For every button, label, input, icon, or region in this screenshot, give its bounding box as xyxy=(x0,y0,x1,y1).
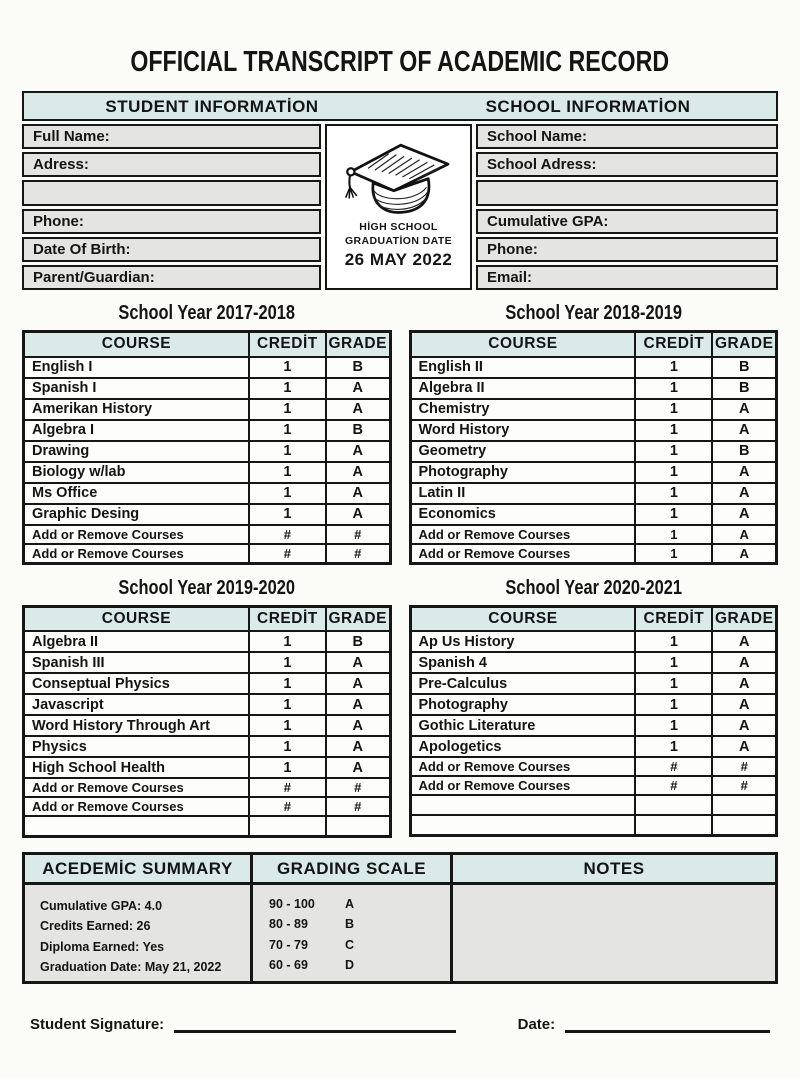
credit-cell: 1 xyxy=(249,483,326,504)
table-row xyxy=(24,631,391,652)
credit-cell xyxy=(635,815,712,836)
course-cell: Apologetics xyxy=(410,736,635,757)
table-row xyxy=(24,778,391,797)
credit-cell: 1 xyxy=(249,694,326,715)
course-cell: Photography xyxy=(410,694,635,715)
course-cell: Amerikan History xyxy=(24,399,249,420)
credit-cell: 1 xyxy=(635,544,712,564)
grading-scale-body xyxy=(253,885,450,981)
school-year-title xyxy=(409,577,779,600)
year-block-2019-2020 xyxy=(22,575,392,839)
course-cell: Pre-Calculus xyxy=(410,673,635,694)
course-cell: Add or Remove Courses xyxy=(410,757,635,776)
table-row xyxy=(24,441,391,462)
table-row xyxy=(410,378,777,399)
table-row xyxy=(410,736,777,757)
course-cell: Biology w/lab xyxy=(24,462,249,483)
grade-cell: A xyxy=(712,504,776,525)
course-cell: Gothic Literature xyxy=(410,715,635,736)
student-field-row-5 xyxy=(22,265,321,290)
course-table xyxy=(22,330,392,565)
student-information-header: STUDENT INFORMATİON xyxy=(105,97,319,116)
empty-table-row xyxy=(410,815,777,836)
school-year-title-text: School Year 2020-2021 xyxy=(504,576,682,599)
grade-cell: B xyxy=(712,378,776,399)
grade-cell: A xyxy=(326,715,390,736)
course-cell: Add or Remove Courses xyxy=(24,778,249,797)
grade-cell: # xyxy=(712,776,776,795)
grade-cell: A xyxy=(712,544,776,564)
table-row xyxy=(24,399,391,420)
grade-header: GRADE xyxy=(326,606,390,631)
school-year-row-2 xyxy=(22,575,778,839)
table-row xyxy=(24,357,391,378)
grade-cell: B xyxy=(712,357,776,378)
grade-cell: A xyxy=(326,399,390,420)
student-signature-label: Student Signature: xyxy=(30,1016,165,1033)
graduation-cap-box xyxy=(325,124,472,290)
credit-header: CREDİT xyxy=(635,332,712,357)
summary-line-3: Graduation Date: May 21, 2022 xyxy=(40,959,222,974)
school-field-label: Phone: xyxy=(487,240,538,258)
credit-cell: 1 xyxy=(249,736,326,757)
grade-header: GRADE xyxy=(712,606,776,631)
school-field-row-2 xyxy=(476,180,778,205)
table-row xyxy=(410,673,777,694)
course-cell xyxy=(410,815,635,836)
grade-cell: A xyxy=(712,652,776,673)
table-row xyxy=(410,504,777,525)
table-row xyxy=(410,715,777,736)
table-row xyxy=(24,736,391,757)
grade-letter: D xyxy=(345,957,355,972)
student-field-label: Parent/Guardian: xyxy=(33,268,155,286)
credit-cell: 1 xyxy=(635,378,712,399)
course-cell: Algebra II xyxy=(24,631,249,652)
course-cell: Chemistry xyxy=(410,399,635,420)
school-field-label: Email: xyxy=(487,268,533,286)
student-field-row-3 xyxy=(22,209,321,234)
graduation-cap-icon xyxy=(338,134,460,220)
course-cell: Conseptual Physics xyxy=(24,673,249,694)
credit-cell: 1 xyxy=(249,673,326,694)
grade-letter: B xyxy=(345,917,355,932)
table-row xyxy=(410,483,777,504)
year-block-2017-2018 xyxy=(22,300,392,565)
course-cell: Photography xyxy=(410,462,635,483)
date-line xyxy=(565,1030,770,1033)
credit-header: CREDİT xyxy=(249,332,326,357)
school-field-row-1 xyxy=(476,152,778,177)
credit-cell: 1 xyxy=(249,378,326,399)
course-cell: Javascript xyxy=(24,694,249,715)
credit-cell: 1 xyxy=(635,736,712,757)
credit-cell: # xyxy=(635,757,712,776)
graduation-caption-line1: HİGH SCHOOL xyxy=(359,221,438,233)
grade-cell: A xyxy=(326,736,390,757)
page-title: OFFICIAL TRANSCRIPT OF ACADEMIC RECORD xyxy=(130,46,670,78)
school-year-title-text: School Year 2017-2018 xyxy=(118,302,296,324)
grade-cell: # xyxy=(326,778,390,797)
course-cell: Spanish III xyxy=(24,652,249,673)
course-cell: Add or Remove Courses xyxy=(410,525,635,544)
course-cell: Add or Remove Courses xyxy=(24,525,249,544)
credit-cell: 1 xyxy=(635,525,712,544)
grade-letter: A xyxy=(345,897,355,911)
grade-cell: A xyxy=(712,715,776,736)
student-field-row-2 xyxy=(22,180,321,205)
table-row xyxy=(410,652,777,673)
credit-cell: 1 xyxy=(249,631,326,652)
info-body xyxy=(22,124,778,290)
course-cell: Word History Through Art xyxy=(24,715,249,736)
grade-cell: A xyxy=(712,736,776,757)
credit-cell: # xyxy=(249,544,326,564)
course-cell: Add or Remove Courses xyxy=(410,776,635,795)
course-table-header-row xyxy=(24,606,391,631)
notes-box xyxy=(450,852,778,984)
course-cell: Geometry xyxy=(410,441,635,462)
credit-cell: # xyxy=(249,525,326,544)
school-field-label: School Name: xyxy=(487,128,588,146)
school-field-row-4 xyxy=(476,237,778,262)
course-table-header-row xyxy=(24,332,391,357)
grade-cell xyxy=(712,815,776,836)
grade-header: GRADE xyxy=(712,332,776,357)
summary-line-1: Credits Earned: 26 xyxy=(40,919,151,934)
grade-cell: A xyxy=(326,378,390,399)
table-row xyxy=(410,441,777,462)
school-fields xyxy=(476,124,778,290)
table-row xyxy=(24,420,391,441)
grade-cell: A xyxy=(712,483,776,504)
grade-cell: # xyxy=(712,757,776,776)
summary-line-0: Cumulative GPA: 4.0 xyxy=(40,899,163,913)
grade-cell xyxy=(326,816,390,837)
table-row xyxy=(24,544,391,564)
info-section-header xyxy=(22,91,778,121)
grade-cell: # xyxy=(326,525,390,544)
course-cell: Latin II xyxy=(410,483,635,504)
notes-body xyxy=(453,885,775,981)
course-table xyxy=(409,605,779,838)
credit-cell: # xyxy=(249,797,326,816)
grade-cell: A xyxy=(712,694,776,715)
table-row xyxy=(410,631,777,652)
course-cell: High School Health xyxy=(24,757,249,778)
course-cell: Drawing xyxy=(24,441,249,462)
credit-cell: 1 xyxy=(635,483,712,504)
year-block-2018-2019 xyxy=(409,300,779,565)
course-table xyxy=(409,330,779,565)
grade-cell: A xyxy=(326,483,390,504)
signature-row xyxy=(22,1016,778,1033)
course-table-header-row xyxy=(410,606,777,631)
course-table xyxy=(22,605,392,839)
grade-scale-row xyxy=(269,914,450,934)
grade-cell xyxy=(712,795,776,815)
grade-cell: B xyxy=(326,631,390,652)
grade-letter: C xyxy=(345,937,355,952)
grade-range: 90 - 100 xyxy=(269,897,315,911)
course-cell: English I xyxy=(24,357,249,378)
grade-cell: A xyxy=(712,631,776,652)
course-cell: Add or Remove Courses xyxy=(410,544,635,564)
school-year-title-text: School Year 2018-2019 xyxy=(504,302,682,324)
course-cell: Spanish 4 xyxy=(410,652,635,673)
school-year-title xyxy=(22,577,392,600)
course-cell: Word History xyxy=(410,420,635,441)
grade-scale-row xyxy=(269,894,450,914)
credit-cell: 1 xyxy=(249,715,326,736)
table-row xyxy=(410,399,777,420)
course-cell: Spanish I xyxy=(24,378,249,399)
credit-cell: 1 xyxy=(249,357,326,378)
table-row xyxy=(410,357,777,378)
course-header: COURSE xyxy=(24,606,249,631)
course-cell: Algebra II xyxy=(410,378,635,399)
grade-range: 80 - 89 xyxy=(269,917,308,932)
table-row xyxy=(410,757,777,776)
credit-cell xyxy=(249,816,326,837)
credit-cell: 1 xyxy=(635,652,712,673)
credit-cell xyxy=(635,795,712,815)
table-row xyxy=(24,673,391,694)
credit-cell: # xyxy=(635,776,712,795)
student-field-row-1 xyxy=(22,152,321,177)
credit-cell: 1 xyxy=(249,441,326,462)
notes-header: NOTES xyxy=(453,855,775,885)
grade-cell: A xyxy=(326,441,390,462)
credit-cell: # xyxy=(249,778,326,797)
grade-cell: A xyxy=(712,420,776,441)
student-field-label: Date Of Birth: xyxy=(33,240,131,258)
credit-cell: 1 xyxy=(635,441,712,462)
grade-range: 70 - 79 xyxy=(269,937,308,952)
info-section xyxy=(22,91,778,290)
course-cell: English II xyxy=(410,357,635,378)
grade-cell: A xyxy=(326,504,390,525)
grading-scale-box xyxy=(250,852,453,984)
grade-range: 60 - 69 xyxy=(269,957,308,972)
table-row xyxy=(24,378,391,399)
grade-cell: B xyxy=(326,420,390,441)
credit-cell: 1 xyxy=(249,504,326,525)
course-cell: Add or Remove Courses xyxy=(24,544,249,564)
grade-cell: A xyxy=(326,652,390,673)
student-field-label: Phone: xyxy=(33,212,84,230)
table-row xyxy=(410,544,777,564)
credit-cell: 1 xyxy=(635,715,712,736)
bottom-section xyxy=(22,852,778,984)
table-row xyxy=(24,483,391,504)
credit-header: CREDİT xyxy=(249,606,326,631)
table-row xyxy=(410,525,777,544)
table-row xyxy=(24,797,391,816)
table-row xyxy=(24,652,391,673)
graduation-date: 26 MAY 2022 xyxy=(344,250,453,270)
grade-cell: # xyxy=(326,797,390,816)
school-field-label: School Adress: xyxy=(487,156,597,174)
student-field-row-4 xyxy=(22,237,321,262)
grade-cell: A xyxy=(326,462,390,483)
academic-summary-body xyxy=(25,885,250,981)
course-cell: Graphic Desing xyxy=(24,504,249,525)
grading-scale-header: GRADING SCALE xyxy=(253,855,450,885)
table-row xyxy=(410,694,777,715)
credit-cell: 1 xyxy=(249,652,326,673)
grade-cell: A xyxy=(712,462,776,483)
course-cell: Ms Office xyxy=(24,483,249,504)
course-cell: Economics xyxy=(410,504,635,525)
course-table-header-row xyxy=(410,332,777,357)
school-field-row-3 xyxy=(476,209,778,234)
course-header: COURSE xyxy=(24,332,249,357)
course-cell: Physics xyxy=(24,736,249,757)
school-field-label: Cumulative GPA: xyxy=(487,212,609,230)
credit-cell: 1 xyxy=(635,399,712,420)
credit-cell: 1 xyxy=(635,694,712,715)
grade-scale-row xyxy=(269,955,450,975)
table-row xyxy=(24,757,391,778)
student-field-label: Adress: xyxy=(33,156,89,174)
table-row xyxy=(24,525,391,544)
course-cell: Algebra I xyxy=(24,420,249,441)
school-year-title xyxy=(409,302,779,325)
school-information-header: SCHOOL INFORMATİON xyxy=(485,97,691,116)
credit-cell: 1 xyxy=(635,631,712,652)
course-header: COURSE xyxy=(410,606,635,631)
student-field-row-0 xyxy=(22,124,321,149)
student-field-label: Full Name: xyxy=(33,128,110,146)
school-field-row-0 xyxy=(476,124,778,149)
table-row xyxy=(410,420,777,441)
academic-summary-header: ACEDEMİC SUMMARY xyxy=(25,855,250,885)
school-year-title-text: School Year 2019-2020 xyxy=(118,576,296,599)
credit-cell: 1 xyxy=(635,504,712,525)
credit-cell: 1 xyxy=(635,462,712,483)
grade-cell: # xyxy=(326,544,390,564)
credit-cell: 1 xyxy=(249,399,326,420)
course-cell: Ap Us History xyxy=(410,631,635,652)
course-cell xyxy=(24,816,249,837)
table-row xyxy=(410,776,777,795)
empty-table-row xyxy=(24,816,391,837)
course-header: COURSE xyxy=(410,332,635,357)
grade-cell: B xyxy=(712,441,776,462)
grade-cell: B xyxy=(326,357,390,378)
credit-cell: 1 xyxy=(249,420,326,441)
credit-cell: 1 xyxy=(635,673,712,694)
table-row xyxy=(24,462,391,483)
empty-table-row xyxy=(410,795,777,815)
table-row xyxy=(24,715,391,736)
academic-summary-box xyxy=(22,852,253,984)
grade-cell: A xyxy=(712,673,776,694)
summary-line-2: Diploma Earned: Yes xyxy=(40,939,165,954)
credit-cell: 1 xyxy=(249,757,326,778)
grade-cell: A xyxy=(326,694,390,715)
grade-header: GRADE xyxy=(326,332,390,357)
grade-cell: A xyxy=(326,757,390,778)
credit-cell: 1 xyxy=(635,420,712,441)
graduation-caption-line2: GRADUATİON DATE xyxy=(344,235,453,248)
year-block-2020-2021 xyxy=(409,575,779,839)
grade-cell: A xyxy=(712,525,776,544)
course-cell: Add or Remove Courses xyxy=(24,797,249,816)
school-year-row-1 xyxy=(22,300,778,565)
credit-cell: 1 xyxy=(635,357,712,378)
school-year-title xyxy=(22,302,392,325)
credit-cell: 1 xyxy=(249,462,326,483)
grade-scale-row xyxy=(269,935,450,955)
school-field-row-5 xyxy=(476,265,778,290)
date-label: Date: xyxy=(517,1016,556,1033)
student-fields xyxy=(22,124,321,290)
table-row xyxy=(410,462,777,483)
credit-header: CREDİT xyxy=(635,606,712,631)
course-cell xyxy=(410,795,635,815)
grade-cell: A xyxy=(712,399,776,420)
grade-cell: A xyxy=(326,673,390,694)
student-signature-line xyxy=(174,1030,455,1033)
table-row xyxy=(24,694,391,715)
table-row xyxy=(24,504,391,525)
